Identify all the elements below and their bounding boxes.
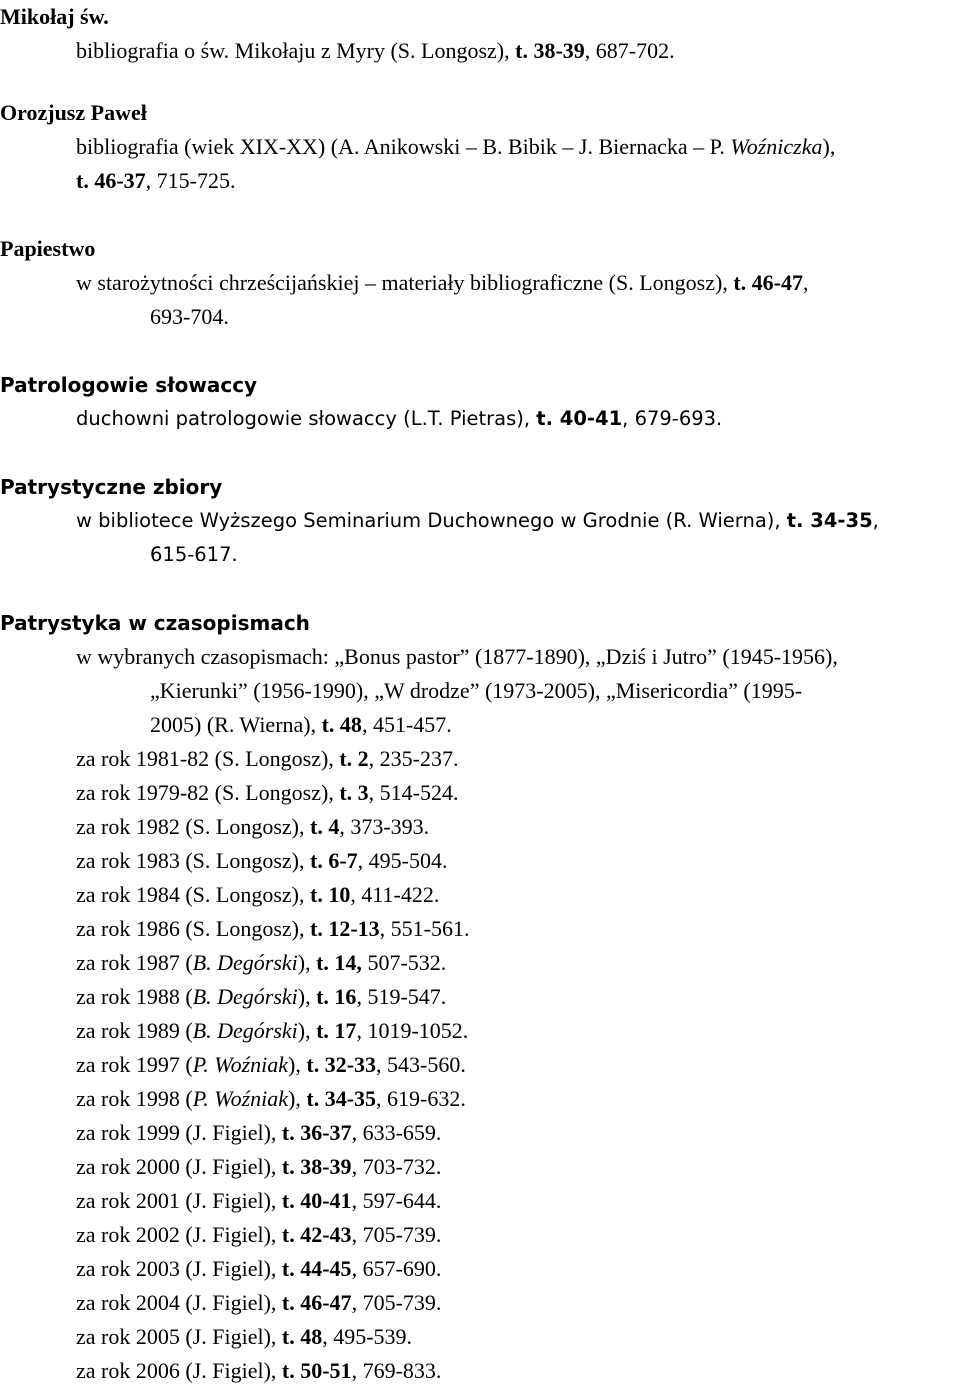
year-entry: za rok 2002 (J. Figiel), t. 42-43, 705-739. [76, 1222, 442, 1247]
entry-heading: Patrystyka w czasopismach [0, 611, 310, 635]
year-entry: za rok 2000 (J. Figiel), t. 38-39, 703-732. [76, 1154, 442, 1179]
year-entry: za rok 1988 (B. Degórski), t. 16, 519-547. [76, 984, 447, 1009]
entry-line: 693-704. [150, 304, 229, 329]
entry-line: 615-617. [150, 543, 238, 566]
entry-line: w wybranych czasopismach: „Bonus pastor” (1877-1890), „Dziś i Jutro” (1945-1956), [76, 644, 838, 669]
year-entry: za rok 1989 (B. Degórski), t. 17, 1019-1052. [76, 1018, 469, 1043]
entry-heading: Orozjusz Paweł [0, 100, 147, 125]
year-entry: za rok 1987 (B. Degórski), t. 14, 507-532. [76, 950, 447, 975]
entry-mikolaj [0, 0, 960, 68]
entry-heading: Patrologowie słowaccy [0, 373, 258, 397]
entry-orozjusz [0, 96, 960, 198]
year-entry: za rok 2004 (J. Figiel), t. 46-47, 705-739. [76, 1290, 442, 1315]
year-entry: za rok 1984 (S. Longosz), t. 10, 411-422. [76, 882, 440, 907]
year-entry: za rok 1979-82 (S. Longosz), t. 3, 514-524. [76, 780, 459, 805]
entry-patrologowie [0, 368, 960, 436]
entry-heading: Patrystyczne zbiory [0, 475, 223, 499]
entry-line: bibliografia (wiek XIX-XX) (A. Anikowski – B. Bibik – J. Biernacka – P. Woźniczka), [76, 134, 836, 159]
entry-patrystyczne-zbiory [0, 470, 960, 572]
year-entry: za rok 1982 (S. Longosz), t. 4, 373-393. [76, 814, 430, 839]
entry-line: bibliografia o św. Mikołaju z Myry (S. Longosz), t. 38-39, 687-702. [76, 38, 675, 63]
year-entry: za rok 1997 (P. Woźniak), t. 32-33, 543-560. [76, 1052, 466, 1077]
entry-line: w bibliotece Wyższego Seminarium Duchownego w Grodnie (R. Wierna), t. 34-35, [76, 509, 879, 532]
year-entry: za rok 2001 (J. Figiel), t. 40-41, 597-644. [76, 1188, 442, 1213]
entry-papiestwo [0, 232, 960, 334]
year-entry: za rok 1981-82 (S. Longosz), t. 2, 235-237. [76, 746, 459, 771]
year-entry: za rok 1999 (J. Figiel), t. 36-37, 633-659. [76, 1120, 442, 1145]
year-list [0, 742, 960, 1388]
entry-line: „Kierunki” (1956-1990), „W drodze” (1973-2005), „Misericordia” (1995- [150, 678, 803, 703]
entry-line: t. 46-37, 715-725. [76, 168, 236, 193]
year-entry: za rok 1998 (P. Woźniak), t. 34-35, 619-632. [76, 1086, 466, 1111]
entry-heading: Papiestwo [0, 236, 96, 261]
year-entry: za rok 2006 (J. Figiel), t. 50-51, 769-833. [76, 1358, 442, 1383]
year-entry: za rok 1983 (S. Longosz), t. 6-7, 495-504. [76, 848, 448, 873]
entry-heading: Mikołaj św. [0, 4, 109, 29]
entry-line: duchowni patrologowie słowaccy (L.T. Pietras), t. 40-41, 679-693. [76, 407, 723, 430]
entry-line: w starożytności chrześcijańskiej – materiały bibliograficzne (S. Longosz), t. 46-47, [76, 270, 809, 295]
year-entry: za rok 2005 (J. Figiel), t. 48, 495-539. [76, 1324, 413, 1349]
year-entry: za rok 2003 (J. Figiel), t. 44-45, 657-690. [76, 1256, 442, 1281]
year-entry: za rok 1986 (S. Longosz), t. 12-13, 551-561. [76, 916, 470, 941]
entry-line: 2005) (R. Wierna), t. 48, 451-457. [150, 712, 452, 737]
entry-patrystyka-czasopisma [0, 606, 960, 1388]
